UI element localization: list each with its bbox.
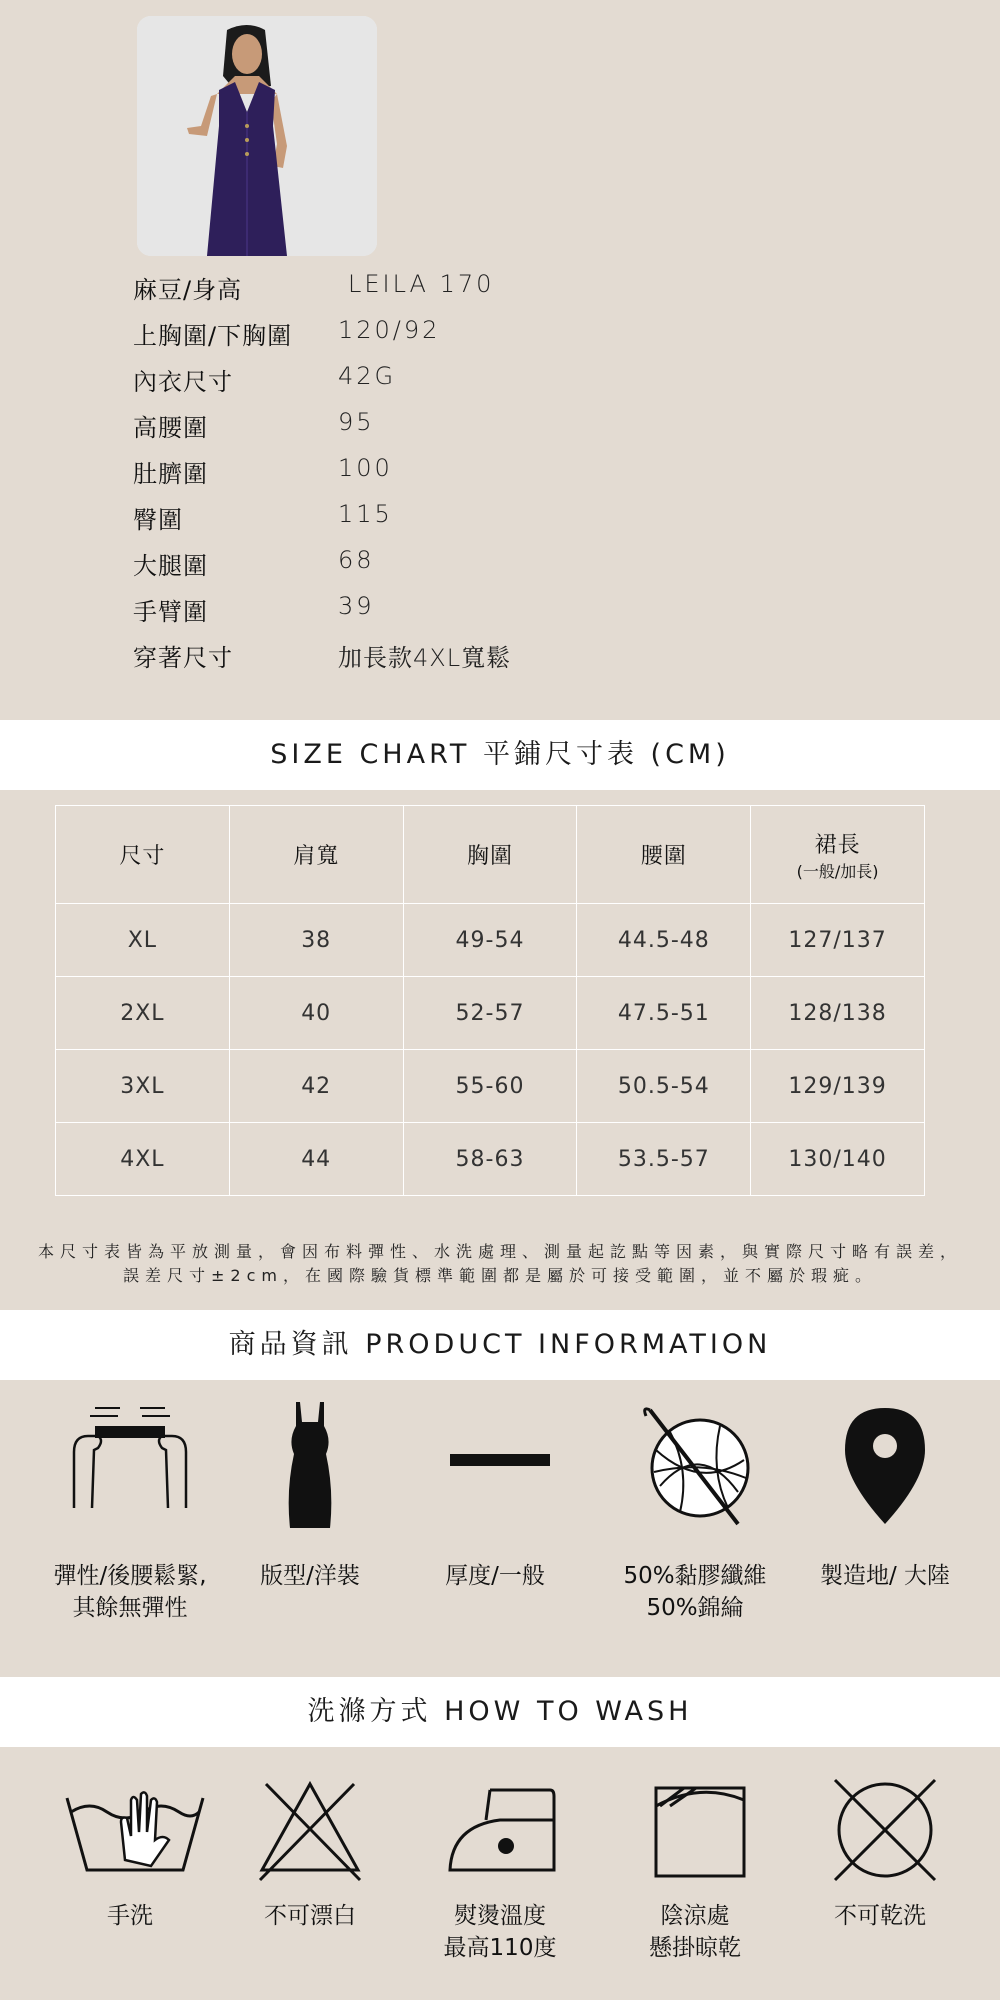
info-caption-line: 製造地/ 大陸 [819, 1563, 951, 1589]
model-row-label: 大腿圍 [133, 552, 208, 580]
table-cell: 38 [229, 904, 403, 977]
table-cell: 44.5-48 [577, 904, 751, 977]
wash-caption [30, 1900, 230, 1932]
model-row-value: 42G [338, 362, 397, 390]
header-shoulder: 肩寬 [229, 806, 403, 904]
table-cell: 44 [229, 1123, 403, 1196]
size-chart-title: SIZE CHART 平鋪尺寸表 (CM) [0, 720, 1000, 790]
model-row-label: 內衣尺寸 [133, 368, 233, 396]
wash-caption-line: 最高110度 [443, 1935, 557, 1961]
table-cell: 53.5-57 [577, 1123, 751, 1196]
info-caption-line: 其餘無彈性 [72, 1595, 188, 1621]
model-row-navel [133, 454, 733, 488]
table-cell: 3XL [56, 1050, 230, 1123]
header-length-label: 裙長 [814, 832, 861, 858]
shade-dry-icon [610, 1770, 790, 1900]
model-row-bust [133, 316, 733, 350]
yarn-icon [610, 1400, 790, 1530]
header-length-sub: (一般/加長) [796, 861, 879, 881]
size-note [30, 1240, 970, 1288]
model-row-value: 120/92 [338, 316, 441, 344]
header-bust: 胸圍 [403, 806, 577, 904]
location-pin-icon [795, 1400, 975, 1530]
table-cell: 4XL [56, 1123, 230, 1196]
info-caption [30, 1560, 230, 1624]
table-row [56, 1123, 925, 1196]
header-length [751, 806, 925, 904]
iron-icon [410, 1770, 590, 1900]
model-figure [137, 16, 377, 256]
model-row-label: 上胸圍/下胸圍 [133, 322, 293, 350]
size-note-line: 本尺寸表皆為平放測量，會因布料彈性、水洗處理、測量起訖點等因素，與實際尺寸略有誤差， [37, 1242, 962, 1261]
table-cell: 40 [229, 977, 403, 1050]
model-row-hip [133, 500, 733, 534]
no-dry-clean-icon [795, 1770, 975, 1900]
model-row-wearing-size [133, 638, 733, 672]
model-row-arm [133, 592, 733, 626]
table-cell: XL [56, 904, 230, 977]
wash-caption-line: 陰涼處 [660, 1903, 730, 1929]
header-waist: 腰圍 [577, 806, 751, 904]
wash-caption [780, 1900, 980, 1932]
table-cell: 55-60 [403, 1050, 577, 1123]
info-caption [395, 1560, 595, 1592]
size-note-line: 誤差尺寸±2cm，在國際驗貨標準範圍都是屬於可接受範圍，並不屬於瑕疵。 [123, 1266, 877, 1285]
info-caption-line: 50%錦綸 [646, 1595, 744, 1621]
model-row-label: 臀圍 [133, 506, 183, 534]
table-cell: 49-54 [403, 904, 577, 977]
wash-caption [210, 1900, 410, 1932]
info-caption-line: 版型/洋裝 [260, 1563, 360, 1589]
model-row-high-waist [133, 408, 733, 442]
table-row [56, 904, 925, 977]
model-row-label: 肚臍圍 [133, 460, 208, 488]
product-info-title: 商品資訊 PRODUCT INFORMATION [0, 1310, 1000, 1380]
wash-caption-line: 熨燙溫度 [454, 1903, 546, 1929]
model-row-value: 100 [338, 454, 393, 482]
table-cell: 2XL [56, 977, 230, 1050]
model-row-value: 68 [338, 546, 375, 574]
model-row-value: 95 [338, 408, 375, 436]
stretch-icon [40, 1400, 220, 1520]
wash-caption [400, 1900, 600, 1964]
table-cell: 128/138 [751, 977, 925, 1050]
wash-caption-line: 不可漂白 [264, 1903, 356, 1929]
wash-caption-line: 不可乾洗 [834, 1903, 926, 1929]
wash-title: 洗滌方式 HOW TO WASH [0, 1677, 1000, 1747]
model-row-value: 加長款4XL寬鬆 [338, 644, 512, 672]
table-cell: 129/139 [751, 1050, 925, 1123]
model-row-value: 39 [338, 592, 375, 620]
header-size: 尺寸 [56, 806, 230, 904]
thickness-icon [410, 1400, 590, 1520]
info-caption [595, 1560, 795, 1624]
info-caption-line: 厚度/一般 [445, 1563, 545, 1589]
model-row-label: 麻豆/身高 [133, 276, 243, 304]
model-row-thigh [133, 546, 733, 580]
dress-icon [220, 1400, 400, 1530]
table-row [56, 1050, 925, 1123]
model-row-label: 高腰圍 [133, 414, 208, 442]
table-cell: 47.5-51 [577, 977, 751, 1050]
info-caption-line: 彈性/後腰鬆緊, [53, 1563, 207, 1589]
table-cell: 130/140 [751, 1123, 925, 1196]
no-bleach-icon [220, 1770, 400, 1900]
wash-caption [595, 1900, 795, 1964]
table-cell: 42 [229, 1050, 403, 1123]
model-row-height [133, 270, 733, 304]
wash-caption-line: 懸掛晾乾 [649, 1935, 741, 1961]
model-row-label: 穿著尺寸 [133, 644, 233, 672]
info-caption [210, 1560, 410, 1592]
model-row-bra [133, 362, 733, 396]
table-cell: 52-57 [403, 977, 577, 1050]
model-row-value: 115 [338, 500, 393, 528]
model-photo [137, 16, 377, 256]
info-caption [785, 1560, 985, 1592]
table-cell: 58-63 [403, 1123, 577, 1196]
table-header-row [56, 806, 925, 904]
model-row-label: 手臂圍 [133, 598, 208, 626]
info-caption-line: 50%黏膠纖維 [623, 1563, 767, 1589]
size-chart-table [55, 805, 925, 1196]
table-row [56, 977, 925, 1050]
wash-caption-line: 手洗 [107, 1903, 153, 1929]
hand-wash-icon [45, 1770, 225, 1900]
table-cell: 50.5-54 [577, 1050, 751, 1123]
table-cell: 127/137 [751, 904, 925, 977]
model-row-value: LEILA 170 [348, 270, 495, 298]
